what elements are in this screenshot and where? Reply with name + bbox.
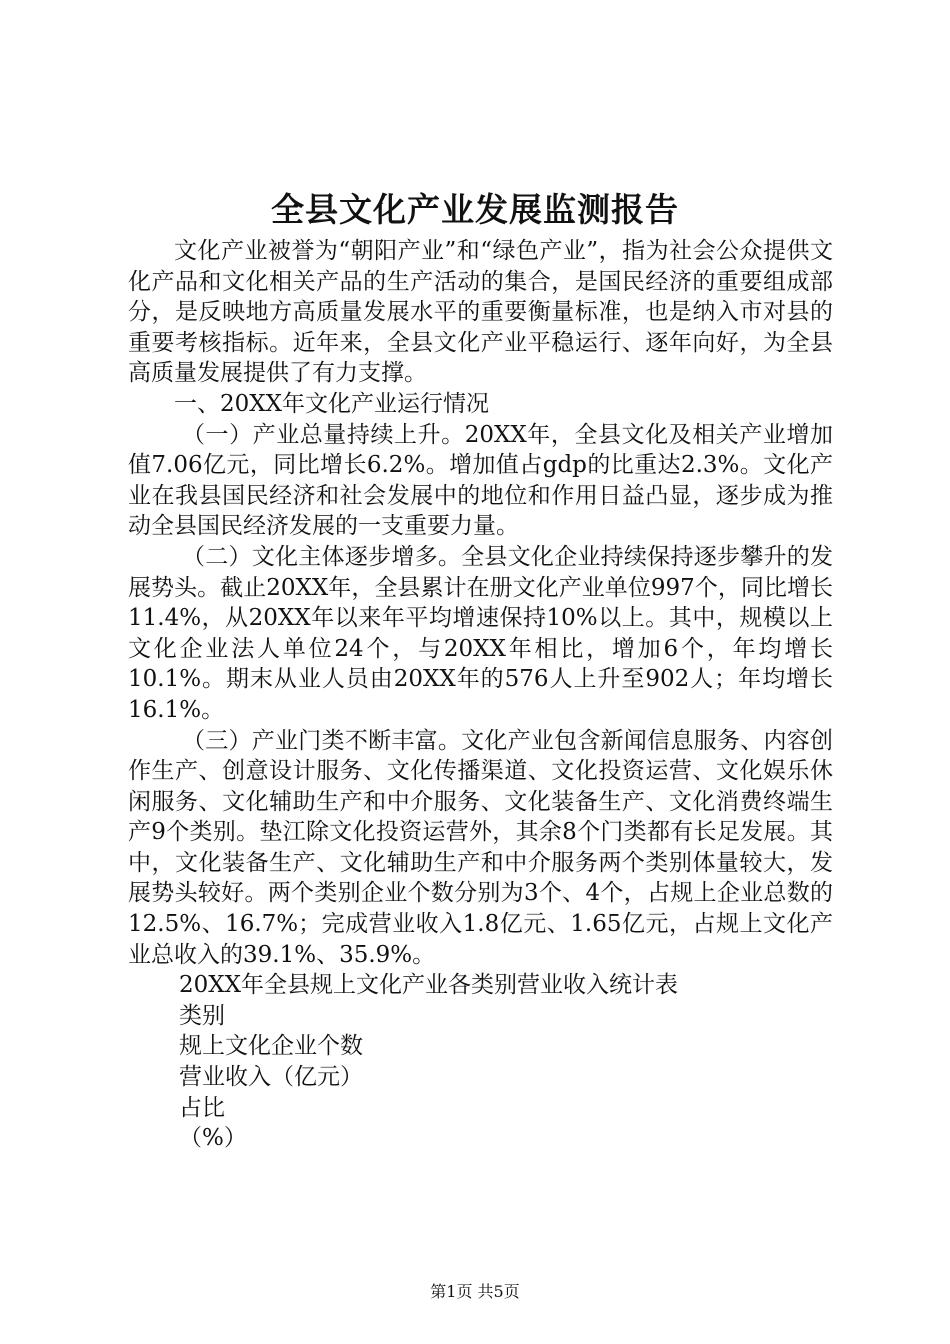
- subsection-paragraph-1: （一）产业总量持续上升。20XX年，全县文化及相关产业增加值7.06亿元，同比增长6.2%。增加值占gdp的比重达2.3%。文化产业在我县国民经济和社会发展中的地位和作用日益凸显，逐步成为推动全县国民经济发展的一支重要力量。: [128, 421, 833, 540]
- table-header-share-unit: （%）: [179, 1125, 247, 1152]
- table-caption: 20XX年全县规上文化产业各类别营业收入统计表: [179, 972, 679, 999]
- document-body: [128, 236, 833, 1154]
- table-header-revenue: 营业收入（亿元）: [179, 1064, 363, 1091]
- table-header-share: 占比: [179, 1094, 225, 1121]
- page-footer: 第1页 共5页: [430, 1282, 520, 1301]
- table-header-category: 类别: [179, 1002, 225, 1029]
- subsection-paragraph-2: （二）文化主体逐步增多。全县文化企业持续保持逐步攀升的发展势头。截止20XX年，全县累计在册文化产业单位997个，同比增长11.4%，从20XX年以来年平均增速保持10%以上。其中，规模以上文化企业法人单位24个，与20XX年相比，增加6个，年均增长10.1%。期末从业人员由20XX年的576人上升至902人；年均增长16.1%。: [128, 543, 833, 723]
- section-heading: 一、20XX年文化产业运行情况: [174, 390, 490, 417]
- table-header-count: 规上文化企业个数: [179, 1033, 363, 1060]
- subsection-paragraph-3: （三）产业门类不断丰富。文化产业包含新闻信息服务、内容创作生产、创意设计服务、文化传播渠道、文化投资运营、文化娱乐休闲服务、文化辅助生产和中介服务、文化装备生产、文化消费终端生产9个类别。垫江除文化投资运营外，其余8个门类都有长足发展。其中，文化装备生产、文化辅助生产和中介服务两个类别体量较大，发展势头较好。两个类别企业个数分别为3个、4个，占规上企业总数的12.5%、16.7%；完成营业收入1.8亿元、1.65亿元，占规上文化产业总收入的39.1%、35.9%。: [128, 727, 833, 968]
- intro-paragraph: 文化产业被誉为“朝阳产业”和“绿色产业”，指为社会公众提供文化产品和文化相关产品的生产活动的集合，是国民经济的重要组成部分，是反映地方高质量发展水平的重要衡量标准，也是纳入市对县的重要考核指标。近年来，全县文化产业平稳运行、逐年向好，为全县高质量发展提供了有力支撑。: [128, 238, 833, 387]
- document-title: 全县文化产业发展监测报告: [271, 190, 679, 229]
